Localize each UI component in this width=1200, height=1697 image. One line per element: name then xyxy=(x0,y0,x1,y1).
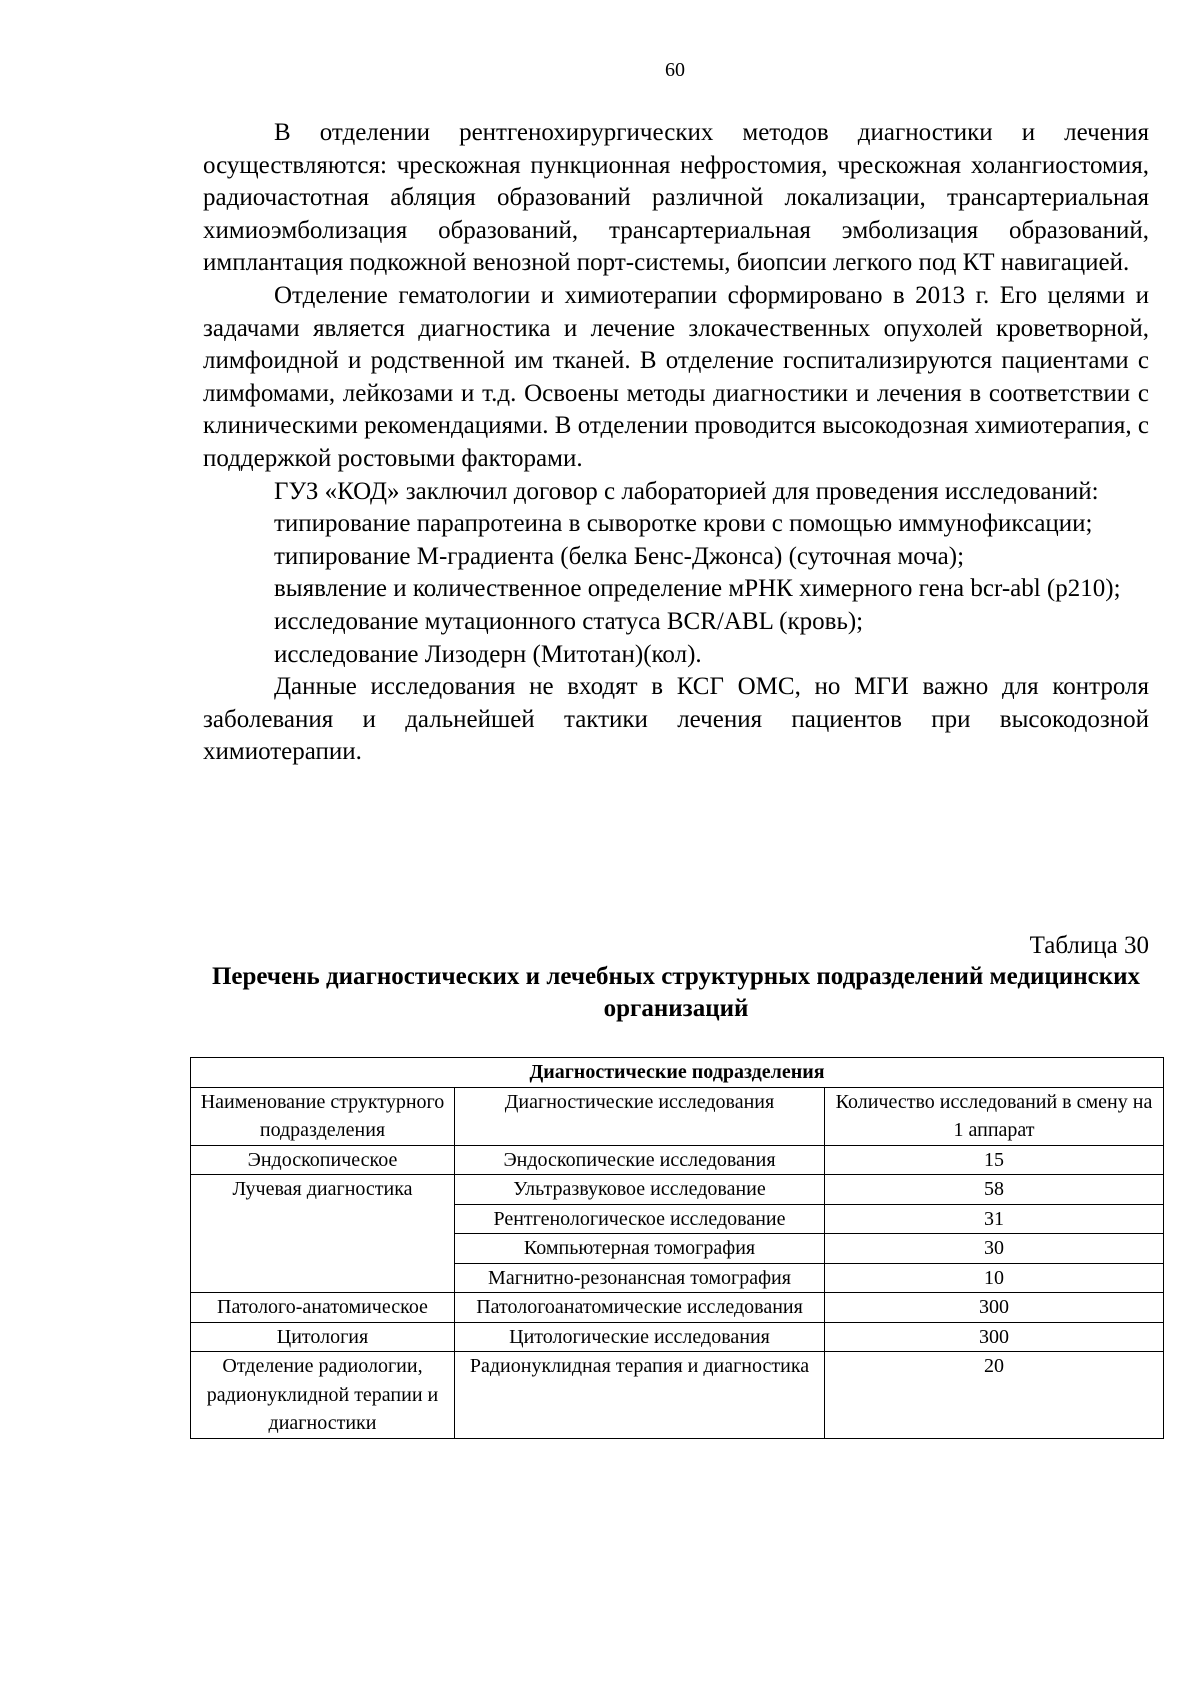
list-item: типирование парапротеина в сыворотке крови с помощью иммунофиксации; xyxy=(274,510,1093,538)
count-cell: 31 xyxy=(825,1204,1164,1234)
column-header-unit: Наименование структурного подразделения xyxy=(191,1087,455,1145)
column-header-count: Количество исследований в смену на 1 аппарат xyxy=(825,1087,1164,1145)
page-number: 60 xyxy=(665,59,685,81)
table-row xyxy=(191,1322,1164,1352)
count-cell: 20 xyxy=(825,1352,1164,1439)
unit-cell: Лучевая диагностика xyxy=(191,1175,455,1293)
study-cell: Магнитно-резонансная томография xyxy=(455,1263,825,1293)
unit-cell: Патолого-анатомическое xyxy=(191,1293,455,1323)
unit-cell: Отделение радиологии, радионуклидной терапии и диагностики xyxy=(191,1352,455,1439)
list-item: исследование Лизодерн (Митотан)(кол). xyxy=(274,640,702,668)
count-cell: 10 xyxy=(825,1263,1164,1293)
table-header-row xyxy=(191,1087,1164,1145)
table-title: Перечень диагностических и лечебных структурных подразделений медицинских организаций xyxy=(211,963,1141,1022)
study-cell: Патологоанатомические исследования xyxy=(455,1293,825,1323)
table-row xyxy=(191,1145,1164,1175)
list-item: исследование мутационного статуса BCR/ABL (кровь); xyxy=(274,607,864,635)
count-cell: 30 xyxy=(825,1234,1164,1264)
list-item: типирование М-градиента (белка Бенс-Джонса) (суточная моча); xyxy=(274,542,965,570)
study-cell: Рентгенологическое исследование xyxy=(455,1204,825,1234)
table-section-row xyxy=(191,1058,1164,1088)
document-body xyxy=(203,117,1149,769)
table-row xyxy=(191,1293,1164,1323)
column-header-studies: Диагностические исследования xyxy=(455,1087,825,1145)
count-cell: 58 xyxy=(825,1175,1164,1205)
study-cell: Радионуклидная терапия и диагностика xyxy=(455,1352,825,1439)
paragraph-hematology: Отделение гематологии и химиотерапии сформировано в 2013 г. Его целями и задачами является диагностика и лечение злокачественных опухолей кроветворной, лимфоидной и родственной им тканей. В отделение госпитализируются пациентами с лимфомами, лейкозами и т.д. Освоены методы диагностики и лечения в соответствии с клиническими рекомендациями. В отделении проводится высокодозная химиотерапия, с поддержкой ростовыми факторами. xyxy=(203,281,1149,472)
count-cell: 300 xyxy=(825,1322,1164,1352)
paragraph-xray-surgery: В отделении рентгенохирургических методов диагностики и лечения осуществляются: чрескожная пункционная нефростомия, чрескожная холангиостомия, радиочастотная абляция образований различной локализации, трансартериальная химиоэмболизация образований, трансартериальная эмболизация образований, имплантация подкожной венозной порт-системы, биопсии легкого под КТ навигацией. xyxy=(203,119,1149,277)
departments-table xyxy=(190,1057,1164,1439)
list-item: выявление и количественное определение мРНК химерного гена bcr-abl (p210); xyxy=(274,575,1121,603)
table-row xyxy=(191,1175,1164,1205)
table-row xyxy=(191,1352,1164,1439)
unit-cell: Цитология xyxy=(191,1322,455,1352)
paragraph-conclusion: Данные исследования не входят в КСГ ОМС, но МГИ важно для контроля заболевания и дальнейшей тактики лечения пациентов при высокодозной химиотерапии. xyxy=(203,673,1149,766)
paragraph-lab-contract: ГУЗ «КОД» заключил договор с лабораторией для проведения исследований: xyxy=(274,477,1099,505)
unit-cell: Эндоскопическое xyxy=(191,1145,455,1175)
table-caption: Таблица 30 xyxy=(1029,932,1149,959)
study-cell: Эндоскопические исследования xyxy=(455,1145,825,1175)
count-cell: 300 xyxy=(825,1293,1164,1323)
study-cell: Ультразвуковое исследование xyxy=(455,1175,825,1205)
study-cell: Компьютерная томография xyxy=(455,1234,825,1264)
section-header: Диагностические подразделения xyxy=(191,1058,1164,1088)
count-cell: 15 xyxy=(825,1145,1164,1175)
study-cell: Цитологические исследования xyxy=(455,1322,825,1352)
